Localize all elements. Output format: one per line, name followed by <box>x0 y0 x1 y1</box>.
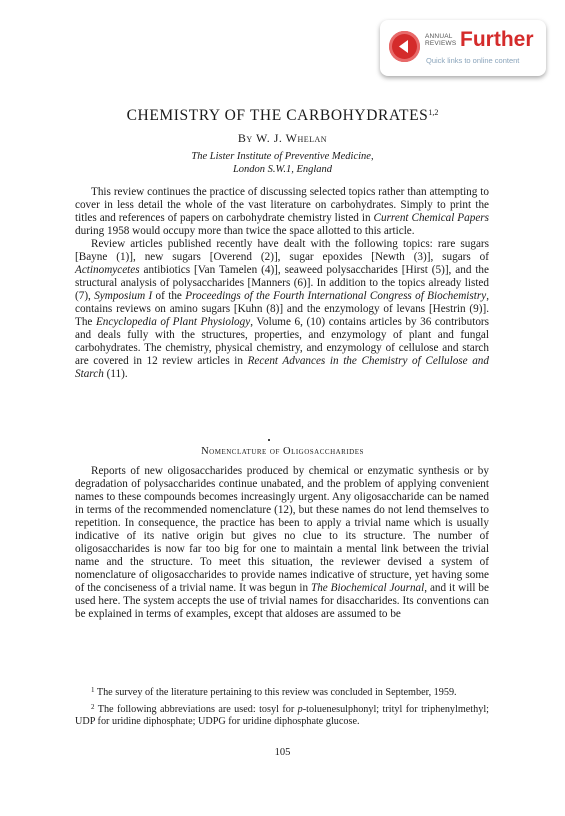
intro-paragraph-2: Review articles published recently have dealt with the following topics: rare sugars [Bayne (1)], new sugars [Overend (2)], sugar epoxides [Newth (3)], sugars of Actinomycetes antibiotics [Van Tamelen (4)], seaweed polysaccharides [Hirst (5)], and the structural analysis of polysaccharides [Manners (6)]. In addition to the topics already listed (7), Symposium I of the Proceedings of the Fourth International Congress of Biochemistry, contains reviews on amino sugars [Kuhn (8)] and the enzymology of levans [Hestrin (9)]. The Encyclopedia of Plant Physiology, Volume 6, (10) contains articles by 36 contributors and deals fully with the structures, properties, and enzymology of plant and fungal carbohydrates. The chemistry, physical chemistry, and enzymology of cellulose and starch are covered in 12 review articles in Recent Advances in the Chemistry of Cellulose and Starch (11). <box>75 238 489 380</box>
further-badge-link[interactable] <box>380 20 546 76</box>
intro-text <box>75 186 489 381</box>
section-paragraph-1: Reports of new oligosaccharides produced by chemical or enzymatic synthesis or by degradation of polysaccharides continue unabated, and the problem of applying convenient names to these compounds becomes increasingly urgent. Any oligosaccharide can be named in terms of the recommended nomenclature (12), but these names do not lend themselves to repetition. In consequence, the practice has been to apply a trivial name which is usually indicative of its native origin but gives no clue to its structure. The number of oligosaccharides is now far too big for one to maintain a mental link between the trivial name and the structure. To meet this situation, the reviewer devised a system of nomenclature of oligosaccharides to provide names indicative of structure, yet having some of the conciseness of a trivial name. It was begun in The Biochemical Journal, and it will be used here. The system accepts the use of trivial names for disaccharides. Its conventions can be explained in terms of examples, except that aldoses are assumed to be <box>75 465 489 620</box>
article-author: By W. J. Whelan <box>237 131 328 145</box>
article-title: CHEMISTRY OF THE CARBOHYDRATES$^{1,2}$ <box>126 107 439 124</box>
badge-subtitle: Quick links to online content <box>426 56 520 65</box>
section-text <box>75 465 489 621</box>
footnote-1: $^1$ The survey of the literature pertaining to this review was concluded in September, 1959. <box>91 686 457 698</box>
affiliation-line-2: London S.W.1, England <box>232 164 333 175</box>
footnote-2: $^2$ The following abbreviations are used: tosyl for p-toluenesulphonyl; trityl for triphenylmethyl; UDP for uridine diphosphate; UDPG for uridine diphosphate glucose. <box>75 702 489 727</box>
footnotes <box>75 684 489 730</box>
section-heading: Nomenclature of Oligosaccharides <box>201 446 364 457</box>
stray-dot <box>268 439 270 441</box>
page-number: 105 <box>274 747 291 758</box>
badge-brand-text: ANNUAL REVIEWS <box>425 33 457 47</box>
back-arrow-icon <box>389 31 420 62</box>
intro-paragraph-1: This review continues the practice of discussing selected topics rather than attempting to cover in less detail the whole of the vast literature on carbohydrates. Simply to print the titles and references of papers on carbohydrate chemistry listed in Current Chemical Papers during 1958 would occupy more than twice the space allotted to this article. <box>75 186 489 237</box>
badge-further-word: Further <box>460 28 534 51</box>
affiliation-line-1: The Lister Institute of Preventive Medicine, <box>191 151 374 162</box>
